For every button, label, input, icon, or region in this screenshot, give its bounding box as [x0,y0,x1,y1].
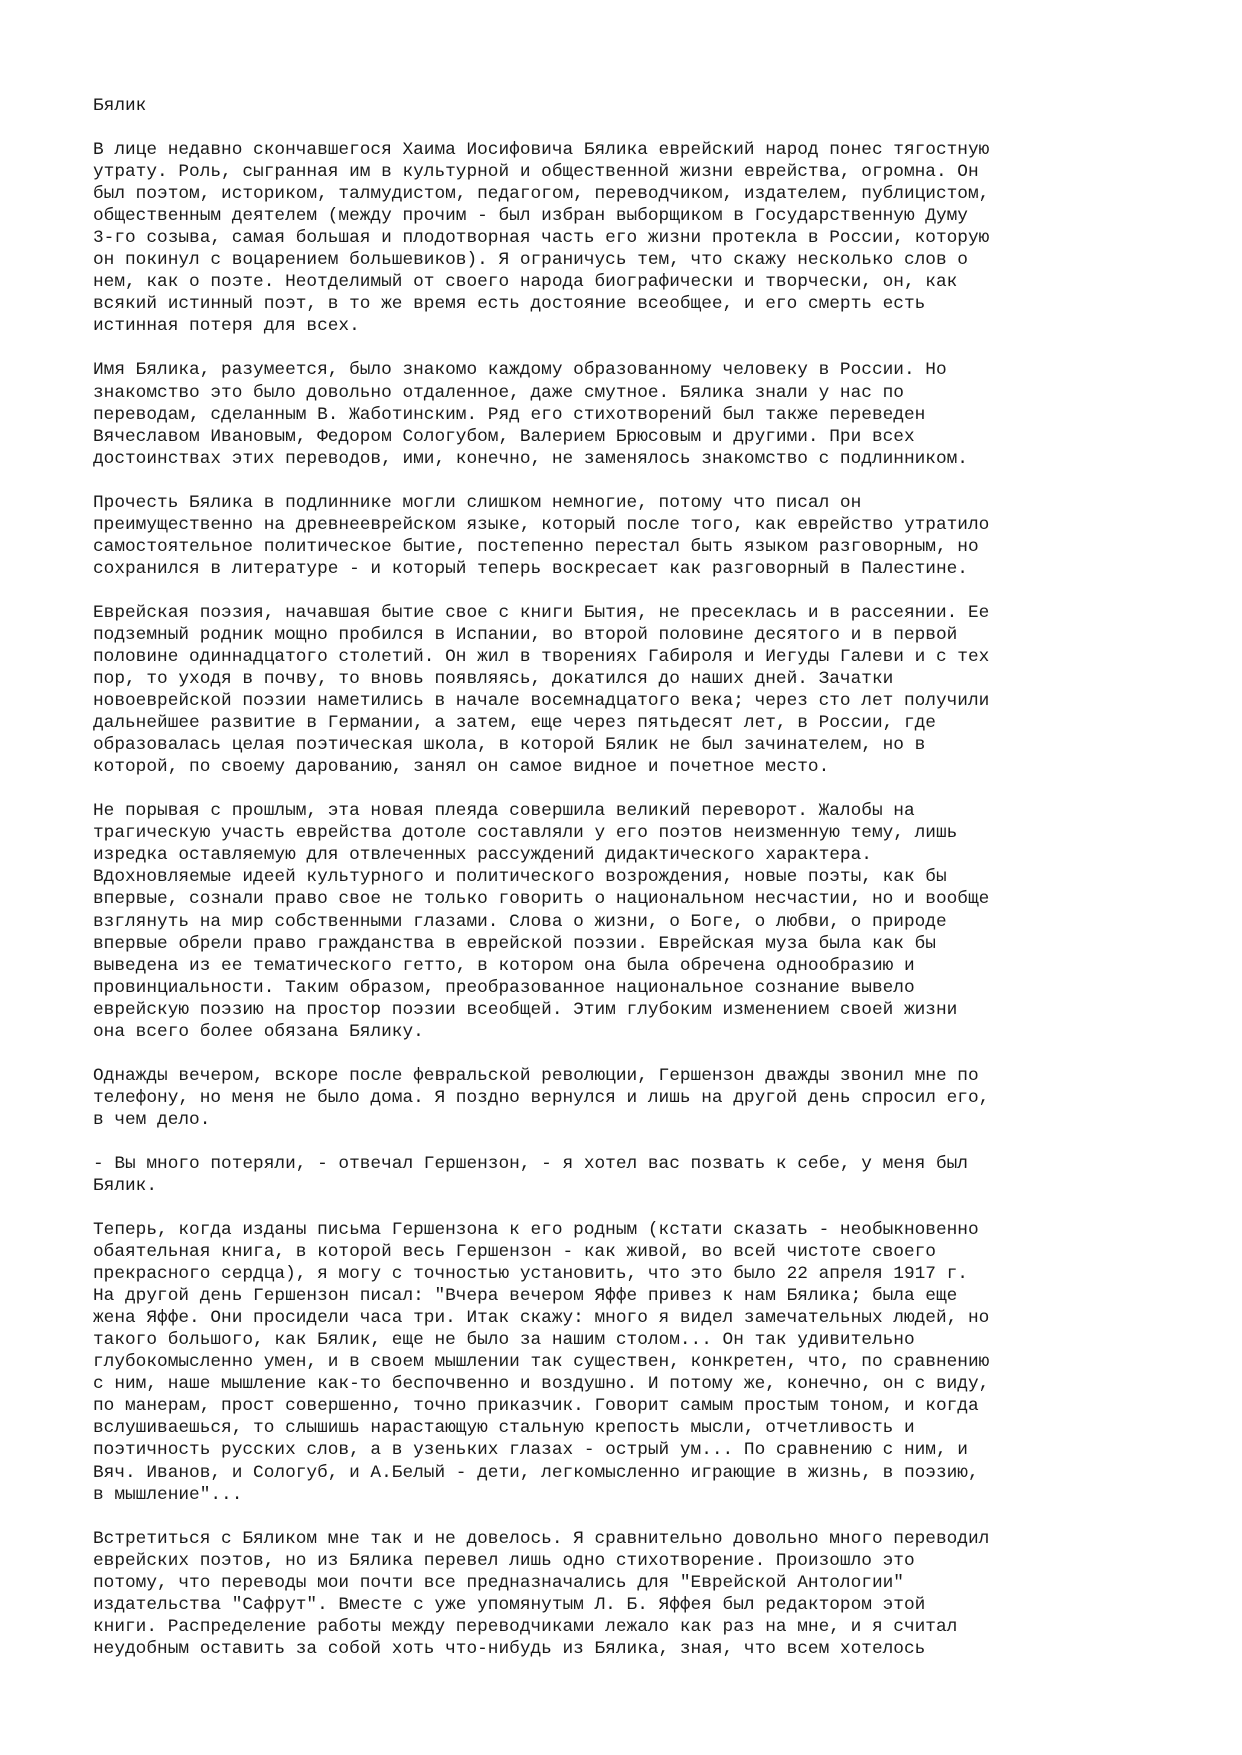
text-line: вслушиваешься, то слышишь нарастающую стальную крепость мысли, отчетливость и [93,1418,915,1439]
text-line: На другой день Гершензон писал: "Вчера вечером Яффе привез к нам Бялика; была еще [93,1286,958,1307]
text-line: Однажды вечером, вскоре после февральской революции, Гершензон дважды звонил мне по [93,1065,979,1086]
paragraph [93,800,1153,1043]
text-line: знакомство это было довольно отдаленное, даже смутное. Бялика знали у нас по [93,382,904,403]
text-line: прекрасного сердца), я могу с точностью установить, что это было 22 апреля 1917 г. [93,1264,968,1285]
paragraph [93,1153,1153,1197]
paragraph [93,492,1153,580]
paragraph [93,1528,1153,1660]
text-line: половине одиннадцатого столетий. Он жил в творениях Габироля и Иегуды Галеви и с тех [93,646,990,667]
paragraph [93,1219,1153,1506]
text-line: неудобным оставить за собой хоть что-нибудь из Бялика, зная, что всем хотелось [93,1638,926,1659]
text-line: Еврейская поэзия, начавшая бытие свое с книги Бытия, не пресеклась и в рассеянии. Ее [93,602,990,623]
text-line: жена Яффе. Они просидели часа три. Итак скажу: много я видел замечательных людей, но [93,1308,990,1329]
text-line: всякий истинный поэт, в то же время есть достояние всеобщее, и его смерть есть [93,294,926,315]
text-line: - Вы много потеряли, - отвечал Гершензон, - я хотел вас позвать к себе, у меня был [93,1153,968,1174]
text-line: по манерам, прост совершенно, точно приказчик. Говорит самым простым тоном, и когда [93,1396,979,1417]
text-line: еврейскую поэзию на простор поэзии всеобщей. Этим глубоким изменением своей жизни [93,999,958,1020]
text-line: взглянуть на мир собственными глазами. Слова о жизни, о Боге, о любви, о природе [93,911,947,932]
text-line: Не порывая с прошлым, эта новая плеяда совершила великий переворот. Жалобы на [93,801,915,822]
text-line: 3-го созыва, самая большая и плодотворная часть его жизни протекла в России, которую [93,228,990,249]
document-title: Бялик [93,96,147,116]
text-line: новоеврейской поэзии наметились в начале восемнадцатого века; через сто лет получили [93,691,990,712]
text-line: которой, по своему дарованию, занял он самое видное и почетное место. [93,757,830,778]
paragraph [93,139,1153,337]
text-line: преимущественно на древнееврейском языке, который после того, как еврейство утратило [93,514,990,535]
text-line: Прочесть Бялика в подлиннике могли слишком немногие, потому что писал он [93,492,862,513]
text-line: Встретиться с Бяликом мне так и не довелось. Я сравнительно довольно много переводил [93,1528,990,1549]
text-line: истинная потеря для всех. [93,316,360,337]
text-line: изредка оставляемую для отвлеченных рассуждений дидактического характера. [93,845,872,866]
text-line: поэтичность русских слов, а в узеньких глазах - острый ум... По сравнению с ним, и [93,1440,968,1461]
text-line: провинциальности. Таким образом, преобразованное национальное сознание вывело [93,977,915,998]
text-line: она всего более обязана Бялику. [93,1021,424,1042]
paragraph [93,1065,1153,1131]
text-line: Вдохновляемые идеей культурного и политического возрождения, новые поэты, как бы [93,867,947,888]
text-line: выведена из ее тематического гетто, в котором она была обречена однообразию и [93,955,915,976]
text-line: образовалась целая поэтическая школа, в которой Бялик не был зачинателем, но в [93,735,926,756]
text-line: Вяч. Иванов, и Сологуб, и А.Белый - дети, легкомысленно играющие в жизнь, в поэзию, [93,1462,979,1483]
text-line: общественным деятелем (между прочим - был избран выборщиком в Государственную Думу [93,206,968,227]
text-line: Теперь, когда изданы письма Гершензона к его родным (кстати сказать - необыкновенно [93,1220,979,1241]
paragraph [93,359,1153,469]
text-line: в чем дело. [93,1109,211,1130]
text-line: переводам, сделанным В. Жаботинским. Ряд его стихотворений был также переведен [93,404,926,425]
document-page [93,95,1153,1682]
text-line: потому, что переводы мои почти все предназначались для "Еврейской Антологии" [93,1572,904,1593]
text-line: он покинул с воцарением большевиков). Я ограничусь тем, что скажу несколько слов о [93,250,968,271]
text-line: утрату. Роль, сыгранная им в культурной и общественной жизни еврейства, огромна. Он [93,162,979,183]
text-line: Вячеславом Ивановым, Федором Сологубом, Валерием Брюсовым и другими. При всех [93,426,915,447]
text-line: книги. Распределение работы между переводчиками лежало как раз на мне, и я считал [93,1616,958,1637]
text-line: подземный родник мощно пробился в Испании, во второй половине десятого и в первой [93,624,958,645]
text-line: был поэтом, историком, талмудистом, педагогом, переводчиком, издателем, публицистом, [93,184,990,205]
text-line: трагическую участь еврейства дотоле составляли у его поэтов неизменную тему, лишь [93,823,958,844]
text-line: самостоятельное политическое бытие, постепенно перестал быть языком разговорным, но [93,536,979,557]
text-line: впервые, сознали право свое не только говорить о национальном несчастии, но и вообще [93,889,990,910]
text-line: сохранился в литературе - и который теперь воскресает как разговорный в Палестине. [93,558,968,579]
text-line: достоинствах этих переводов, ими, конечно, не заменялось знакомство с подлинником. [93,448,968,469]
text-line: пор, то уходя в почву, то вновь появляясь, докатился до наших дней. Зачатки [93,669,894,690]
text-line: глубокомысленно умен, и в своем мышлении так существен, конкретен, что, по сравнению [93,1352,990,1373]
text-line: с ним, наше мышление как-то беспочвенно и воздушно. И потому же, конечно, он с виду, [93,1374,990,1395]
text-line: В лице недавно скончавшегося Хаима Иосифовича Бялика еврейский народ понес тягостную [93,140,990,161]
text-line: Имя Бялика, разумеется, было знакомо каждому образованному человеку в России. Но [93,360,947,381]
text-line: издательства "Сафрут". Вместе с уже упомянутым Л. Б. Яффея был редактором этой [93,1594,926,1615]
text-line: Бялик. [93,1175,158,1196]
text-line: дальнейшее развитие в Германии, а затем, еще через пятьдесят лет, в России, где [93,713,936,734]
text-line: еврейских поэтов, но из Бялика перевел лишь одно стихотворение. Произошло это [93,1550,915,1571]
text-line: нем, как о поэте. Неотделимый от своего народа биографически и творчески, он, как [93,272,958,293]
document-body [93,139,1153,1660]
text-line: в мышление"... [93,1484,243,1505]
text-line: обаятельная книга, в которой весь Гершензон - как живой, во всей чистоте своего [93,1242,936,1263]
paragraph [93,602,1153,778]
text-line: телефону, но меня не было дома. Я поздно вернулся и лишь на другой день спросил его, [93,1087,990,1108]
text-line: такого большого, как Бялик, еще не было за нашим столом... Он так удивительно [93,1330,915,1351]
text-line: впервые обрели право гражданства в еврейской поэзии. Еврейская муза была как бы [93,933,936,954]
